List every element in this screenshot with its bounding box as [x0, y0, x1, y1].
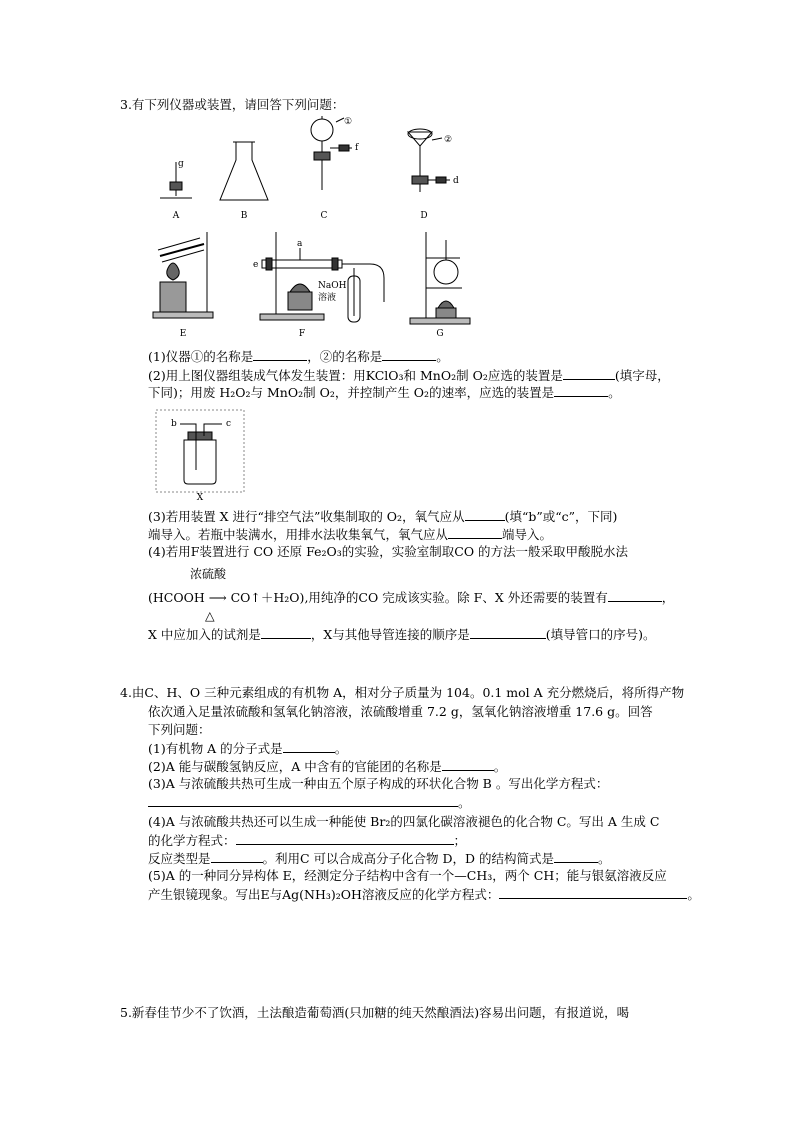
mark-d: d	[453, 176, 459, 186]
mark-e: e	[253, 260, 259, 270]
q3-part1: (1)仪器①的名称是 ，②的名称是 。	[148, 349, 449, 364]
answer-blank[interactable]	[499, 886, 687, 899]
mark-a: a	[297, 239, 303, 249]
mark-f: f	[355, 143, 359, 153]
condition-bottom: △	[205, 608, 215, 623]
label-c: C	[320, 211, 328, 221]
mark-naoh: NaOH	[318, 281, 347, 291]
q4-part1: (1)有机物 A 的分子式是 。	[148, 741, 348, 756]
apparatus-g	[410, 232, 470, 324]
q3-part3-line2: 端导入。若瓶中装满水，用排水法收集氧气，氧气应从 端导入。	[148, 527, 553, 542]
q4-line3: 下列问题：	[148, 722, 211, 737]
answer-blank[interactable]	[470, 626, 546, 639]
answer-blank[interactable]	[442, 758, 494, 771]
apparatus-f	[260, 232, 384, 322]
q3-part3-line1: (3)若用装置 X 进行“排空气法”收集制取的 O₂，氧气应从 (填“b”或“c”，下同)	[148, 509, 618, 524]
answer-blank[interactable]	[253, 348, 307, 361]
label-a: A	[172, 211, 180, 221]
answer-blank[interactable]	[211, 850, 263, 863]
apparatus-c	[311, 116, 352, 190]
label-g: G	[436, 329, 444, 339]
q3-part2-line1: (2)用上图仪器组装成气体发生装置：用KClO₃和 MnO₂制 O₂应选的装置是 (填字母，	[148, 368, 670, 383]
answer-blank[interactable]	[448, 526, 502, 539]
q4-part4-line2: 的化学方程式： ；	[148, 833, 467, 848]
q3-part4-line3: X 中应加入的试剂是 ，X与其他导管连接的顺序是 (填导管口的序号)。	[148, 627, 656, 642]
q3-part2-line2: 下同)；用废 H₂O₂与 MnO₂制 O₂，并控制产生 O₂的速率，应选的装置是 。	[148, 385, 621, 400]
q5-line1: 5.新春佳节少不了饮酒，土法酿造葡萄酒(只加糖的纯天然酿酒法)容易出问题，有报道说，喝	[120, 1005, 630, 1020]
answer-blank[interactable]	[261, 626, 311, 639]
q3-intro: 3.有下列仪器或装置，请回答下列问题：	[120, 97, 345, 112]
answer-blank[interactable]	[283, 740, 335, 753]
q4-part5-line1: (5)A 的一种同分异构体 E，经测定分子结构中含有一个—CH₃，两个 CH；能与银氨溶液反应	[148, 868, 667, 883]
apparatus-e	[153, 232, 213, 318]
answer-blank[interactable]	[148, 794, 458, 807]
label-e: E	[179, 329, 187, 339]
label-d: D	[420, 211, 428, 221]
reaction-equation: (HCOOH ⟶ CO↑＋H₂O)	[148, 590, 305, 605]
q4-part5-line2: 产生银镜现象。写出E与Ag(NH₃)₂OH溶液反应的化学方程式： 。	[148, 887, 700, 902]
mark-circle2: ②	[444, 135, 453, 145]
label-x: X	[196, 493, 204, 503]
mark-b: b	[171, 419, 177, 429]
answer-blank[interactable]	[382, 348, 436, 361]
apparatus-b	[220, 142, 268, 200]
q4-line1: 4.由C、H、O 三种元素组成的有机物 A，相对分子质量为 104。0.1 mol A 充分燃烧后，将所得产物	[120, 685, 685, 700]
answer-blank[interactable]	[554, 384, 608, 397]
answer-blank[interactable]	[554, 850, 598, 863]
q3-part4-line1: (4)若用F装置进行 CO 还原 Fe₂O₃的实验，实验室制取CO 的方法一般采取甲酸脱水法	[148, 544, 629, 559]
q4-part2: (2)A 能与碳酸氢钠反应，A 中含有的官能团的名称是 。	[148, 759, 507, 774]
q4-part4-line3: 反应类型是 。利用C 可以合成高分子化合物 D，D 的结构简式是 。	[148, 851, 611, 866]
answer-blank[interactable]	[563, 367, 615, 380]
q3-part4-line2: (HCOOH ⟶ CO↑＋H₂O),用纯净的CO 完成该实验。除 F、X 外还需要的装置有 ，	[148, 590, 675, 605]
mark-circle1: ①	[344, 117, 353, 127]
mark-g: g	[178, 159, 184, 169]
label-b: B	[240, 211, 248, 221]
q4-part4-line1: (4)A 与浓硫酸共热还可以生成一种能使 Br₂的四氯化碳溶液褪色的化合物 C。写出 A 生成 C	[148, 814, 660, 829]
answer-blank[interactable]	[465, 508, 505, 521]
q4-line2: 依次通入足量浓硫酸和氢氧化钠溶液，浓硫酸增重 7.2 g，氢氧化钠溶液增重 17.6 g。回答	[148, 704, 653, 719]
q4-part3-answer: 。	[148, 794, 471, 811]
condition-top: 浓硫酸	[190, 567, 227, 581]
mark-solution: 溶液	[318, 293, 337, 303]
label-f: F	[298, 329, 306, 339]
q4-part3: (3)A 与浓硫酸共热可生成一种由五个原子构成的环状化合物 B 。写出化学方程式：	[148, 776, 609, 791]
mark-c: c	[226, 419, 232, 429]
apparatus-a	[160, 162, 192, 198]
answer-blank[interactable]	[608, 589, 662, 602]
answer-blank[interactable]	[236, 832, 454, 845]
